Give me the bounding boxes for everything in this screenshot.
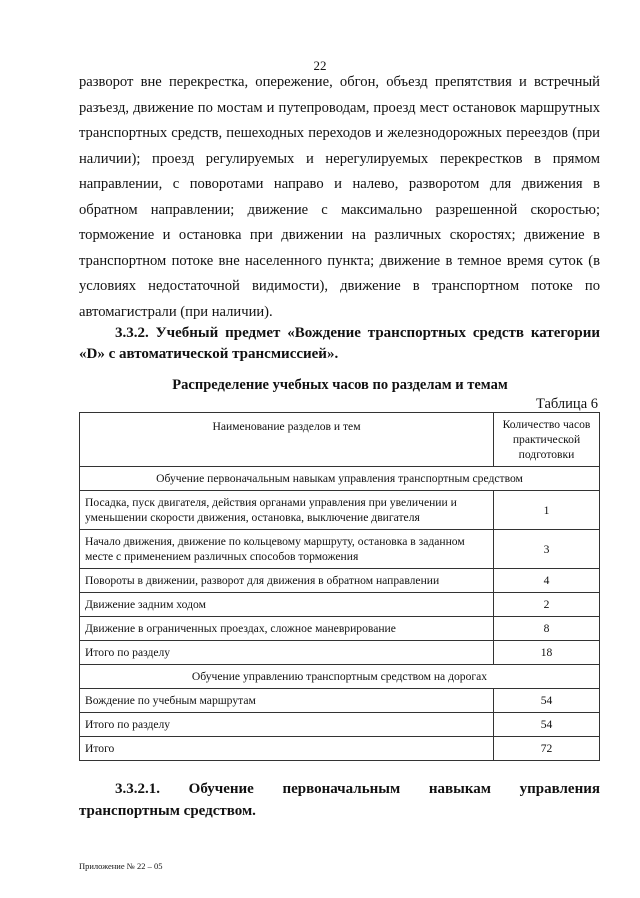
row-hours: 3 [494, 530, 600, 569]
table-row [80, 569, 600, 593]
section-row [80, 665, 600, 689]
body-paragraph: разворот вне перекрестка, опережение, обгон, объезд препятствия и встречный разъезд, движение по мостам и путепроводам, проезд мест остановок маршрутных транспортных средств, пешеходных переходов и железнодорожных переездов (при наличии); проезд регулируемых и нерегулируемых перекрестков в прямом направлении, с поворотами направо и налево, разворотом для движения в обратном направлении; движение с максимально разрешенной скоростью; торможение и остановка при движении на различных скоростях; движение в транспортном потоке вне населенного пункта; движение в темное время суток (в условиях недостаточной видимости), движение в транспортном потоке по автомагистрали (при наличии). [79, 74, 600, 320]
table-row [80, 593, 600, 617]
row-name: Вождение по учебным маршрутам [80, 689, 494, 713]
subtotal-label: Итого по разделу [80, 641, 494, 665]
row-name: Движение в ограниченных проездах, сложное маневрирование [80, 617, 494, 641]
table-header-row [80, 413, 600, 467]
row-hours: 2 [494, 593, 600, 617]
row-name: Посадка, пуск двигателя, действия органами управления при увеличении и уменьшении скорости движения, остановка, выключение двигателя [80, 491, 494, 530]
grand-total-label: Итого [80, 737, 494, 761]
row-hours: 8 [494, 617, 600, 641]
row-hours: 1 [494, 491, 600, 530]
row-hours: 4 [494, 569, 600, 593]
row-name: Движение задним ходом [80, 593, 494, 617]
subtotal-row [80, 713, 600, 737]
subtotal-hours: 54 [494, 713, 600, 737]
subsection-heading: 3.3.2.1. Обучение первоначальным навыкам управления транспортным средством. [79, 781, 600, 819]
header-name: Наименование разделов и тем [80, 413, 494, 467]
subtotal-hours: 18 [494, 641, 600, 665]
grand-total-hours: 72 [494, 737, 600, 761]
row-hours: 54 [494, 689, 600, 713]
table-row [80, 530, 600, 569]
section-row [80, 467, 600, 491]
subtotal-label: Итого по разделу [80, 713, 494, 737]
table-row [80, 491, 600, 530]
footer-note: Приложение № 22 – 05 [79, 861, 163, 871]
table-title: Распределение учебных часов по разделам и темам [172, 377, 508, 393]
table-label: Таблица 6 [535, 396, 598, 412]
row-name: Начало движения, движение по кольцевому маршруту, остановка в заданном месте с применением различных способов торможения [80, 530, 494, 569]
page-number: 22 [313, 58, 327, 73]
section-title: Обучение первоначальным навыкам управления транспортным средством [80, 467, 600, 491]
row-name: Повороты в движении, разворот для движения в обратном направлении [80, 569, 494, 593]
section-title: Обучение управлению транспортным средством на дорогах [80, 665, 600, 689]
grand-total-row [80, 737, 600, 761]
hours-table [79, 412, 600, 761]
subtotal-row [80, 641, 600, 665]
table-row [80, 689, 600, 713]
section-heading: 3.3.2. Учебный предмет «Вождение транспортных средств категории «D» с автоматической трансмиссией». [79, 325, 600, 362]
table-row [80, 617, 600, 641]
header-hours: Количество часов практической подготовки [494, 413, 600, 467]
